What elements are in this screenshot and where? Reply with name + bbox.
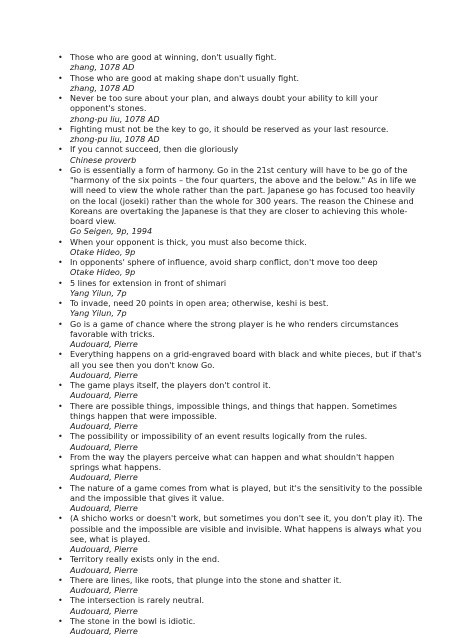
bullet-icon: • bbox=[58, 616, 63, 626]
quote-author: Otake Hideo, 9p bbox=[70, 268, 136, 278]
quote-text: Everything happens on a grid-engraved board with black and white pieces, but if that's all you see then you don't know Go. bbox=[70, 350, 422, 370]
bullet-icon: • bbox=[58, 319, 63, 329]
quote-author: Audouard, Pierre bbox=[70, 586, 138, 595]
quote-text: From the way the players perceive what can happen and what shouldn't happen springs what happens. bbox=[70, 452, 395, 472]
list-item bbox=[58, 237, 424, 259]
bullet-icon: • bbox=[58, 401, 63, 411]
bullet-icon: • bbox=[58, 278, 63, 288]
list-item bbox=[58, 299, 424, 320]
quote-text: Those who are good at winning, don't usually fight. bbox=[70, 53, 277, 62]
bullet-icon: • bbox=[58, 575, 63, 585]
quote-author: Audouard, Pierre bbox=[70, 442, 138, 452]
list-item bbox=[58, 319, 424, 351]
list-item bbox=[58, 165, 424, 238]
quote-text: Those who are good at making shape don't usually fight. bbox=[70, 73, 300, 83]
list-item bbox=[58, 514, 424, 555]
quote-author: Go Seigen, 9p, 1994 bbox=[70, 227, 153, 237]
bullet-icon: • bbox=[58, 73, 63, 83]
quote-author: Yang Yilun, 7p bbox=[70, 288, 127, 298]
list-item bbox=[58, 53, 424, 74]
quote-text: The nature of a game comes from what is played, but it's the sensitivity to the possible and the impossible that gives it value. bbox=[70, 483, 423, 503]
quote-author: Audouard, Pierre bbox=[70, 606, 138, 616]
list-item bbox=[58, 145, 424, 166]
quote-author: Audouard, Pierre bbox=[70, 627, 138, 636]
list-item bbox=[58, 381, 424, 402]
quote-list bbox=[58, 53, 424, 637]
quote-author: zhong-pu liu, 1078 AD bbox=[70, 135, 160, 144]
quote-text: The game plays itself, the players don't control it. bbox=[70, 381, 271, 390]
bullet-icon: • bbox=[58, 165, 63, 175]
list-item bbox=[58, 596, 424, 617]
list-item bbox=[58, 73, 424, 95]
quote-author: Yang Yilun, 7p bbox=[70, 309, 127, 319]
list-item bbox=[58, 616, 424, 637]
quote-author: zhong-pu liu, 1078 AD bbox=[70, 114, 160, 124]
list-item bbox=[58, 452, 424, 484]
list-item bbox=[58, 258, 424, 279]
bullet-icon: • bbox=[58, 350, 63, 360]
quote-author: Otake Hideo, 9p bbox=[70, 247, 136, 257]
bullet-icon: • bbox=[58, 452, 63, 462]
quote-author: Audouard, Pierre bbox=[70, 422, 138, 431]
quote-text: In opponents' sphere of influence, avoid sharp conflict, don't move too deep bbox=[70, 258, 378, 267]
quote-author: Audouard, Pierre bbox=[70, 340, 138, 349]
quote-text: Fighting must not be the key to go, it should be reserved as your last resource. bbox=[70, 124, 389, 134]
quote-text: There are possible things, impossible things, and things that happen. Sometimes things happen that were impossible. bbox=[70, 401, 397, 421]
list-item bbox=[58, 575, 424, 597]
bullet-icon: • bbox=[58, 53, 63, 62]
quote-text: 5 lines for extension in front of shimari bbox=[70, 278, 227, 288]
quote-author: Audouard, Pierre bbox=[70, 370, 138, 380]
quote-text: If you cannot succeed, then die gloriously bbox=[70, 145, 239, 155]
quote-text: The intersection is rarely neutral. bbox=[70, 596, 205, 606]
quote-text: Territory really exists only in the end. bbox=[70, 555, 220, 565]
quote-text: (A shicho works or doesn't work, but sometimes you don't see it, you don't play it). The possible and the impossible are visible and invisible. What happens is always what you see, what is played. bbox=[70, 514, 423, 544]
bullet-icon: • bbox=[58, 299, 63, 308]
quote-author: Audouard, Pierre bbox=[70, 545, 138, 554]
quote-author: Audouard, Pierre bbox=[70, 473, 138, 483]
quote-author: zhang, 1078 AD bbox=[70, 83, 135, 93]
list-item bbox=[58, 278, 424, 300]
list-item bbox=[58, 555, 424, 576]
quote-author: Audouard, Pierre bbox=[70, 565, 138, 575]
quote-text: Never be too sure about your plan, and always doubt your ability to kill your opponent's stones. bbox=[70, 94, 378, 114]
bullet-icon: • bbox=[58, 94, 63, 103]
quote-text: Go is essentially a form of harmony. Go in the 21st century will have to be go of the "harmony of the six points – the four quarters, the above and the below." As in life we will need to view the whole rather than the part. Japanese go has focused too heavily on the local (joseki) rather than the whole for 300 years. The reason the Chinese and Koreans are overtaking the Japanese is that they are closer to achieving this whole-board view. bbox=[70, 165, 417, 226]
bullet-icon: • bbox=[58, 514, 63, 524]
list-item bbox=[58, 401, 424, 433]
list-item bbox=[58, 432, 424, 453]
quote-text: When your opponent is thick, you must also become thick. bbox=[70, 237, 307, 247]
bullet-icon: • bbox=[58, 432, 63, 442]
quote-author: Audouard, Pierre bbox=[70, 391, 138, 401]
list-item bbox=[58, 350, 424, 381]
list-item bbox=[58, 94, 424, 125]
quote-text: The stone in the bowl is idiotic. bbox=[70, 616, 196, 626]
bullet-icon: • bbox=[58, 124, 63, 134]
bullet-icon: • bbox=[58, 145, 63, 155]
quote-text: To invade, need 20 points in open area; otherwise, keshi is best. bbox=[70, 299, 329, 308]
bullet-icon: • bbox=[58, 483, 63, 493]
bullet-icon: • bbox=[58, 258, 63, 267]
bullet-icon: • bbox=[58, 381, 63, 390]
quote-author: zhang, 1078 AD bbox=[70, 63, 135, 73]
bullet-icon: • bbox=[58, 555, 63, 565]
quote-author: Chinese proverb bbox=[70, 155, 137, 165]
quote-text: The possibility or impossibility of an event results logically from the rules. bbox=[70, 432, 368, 442]
list-item bbox=[58, 483, 424, 515]
quote-text: Go is a game of chance where the strong player is he who renders circumstances favorable with tricks. bbox=[70, 319, 399, 339]
list-item bbox=[58, 124, 424, 146]
quote-text: There are lines, like roots, that plunge into the stone and shatter it. bbox=[70, 575, 342, 585]
quote-author: Audouard, Pierre bbox=[70, 504, 138, 513]
bullet-icon: • bbox=[58, 237, 63, 247]
bullet-icon: • bbox=[58, 596, 63, 606]
